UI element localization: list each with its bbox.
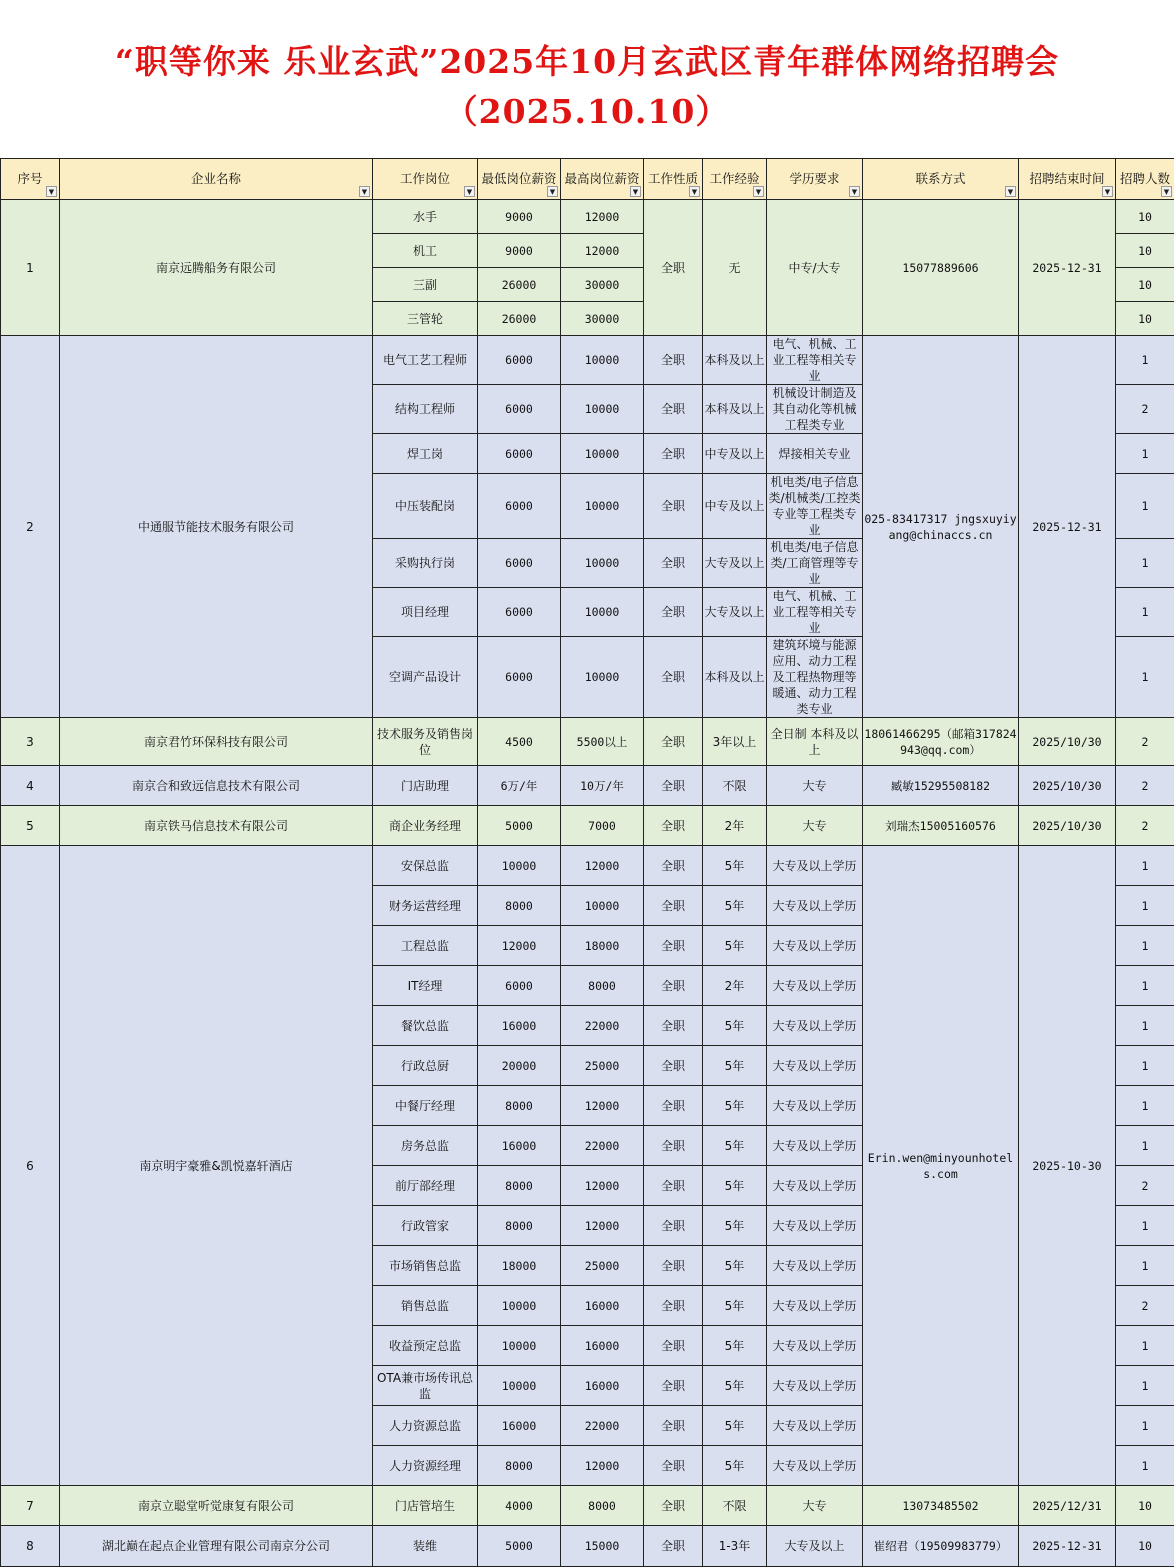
dropdown-filter-icon[interactable]: ▼ xyxy=(359,186,370,197)
header-no[interactable]: 序号 ▼ xyxy=(1,159,60,200)
table-row xyxy=(1,1486,1174,1526)
cell-end-date: 2025-12-31 xyxy=(1019,336,1116,718)
cell-no: 7 xyxy=(1,1486,60,1526)
cell-experience: 5年 xyxy=(703,1086,767,1126)
title-area xyxy=(0,0,1174,158)
cell-max-salary: 10000 xyxy=(561,336,644,385)
cell-min-salary: 16000 xyxy=(478,1406,561,1446)
cell-job: 电气工艺工程师 xyxy=(373,336,478,385)
cell-experience: 5年 xyxy=(703,1006,767,1046)
cell-experience: 5年 xyxy=(703,1126,767,1166)
cell-experience: 本科及以上 xyxy=(703,637,767,718)
cell-experience: 5年 xyxy=(703,846,767,886)
cell-nature: 全职 xyxy=(644,385,703,434)
cell-experience: 5年 xyxy=(703,1326,767,1366)
cell-headcount: 1 xyxy=(1116,637,1174,718)
cell-nature: 全职 xyxy=(644,1286,703,1326)
cell-nature: 全职 xyxy=(644,1406,703,1446)
cell-experience: 不限 xyxy=(703,1486,767,1526)
cell-company: 南京合和致远信息技术有限公司 xyxy=(60,766,373,806)
cell-nature: 全职 xyxy=(644,434,703,474)
cell-max-salary: 10000 xyxy=(561,637,644,718)
cell-min-salary: 8000 xyxy=(478,1206,561,1246)
cell-headcount: 2 xyxy=(1116,1166,1174,1206)
cell-min-salary: 8000 xyxy=(478,1446,561,1486)
cell-max-salary: 25000 xyxy=(561,1246,644,1286)
cell-end-date: 2025-12-31 xyxy=(1019,200,1116,336)
cell-min-salary: 5000 xyxy=(478,1526,561,1567)
cell-education: 焊接相关专业 xyxy=(767,434,863,474)
cell-education: 大专及以上学历 xyxy=(767,1086,863,1126)
cell-job: 商企业务经理 xyxy=(373,806,478,846)
dropdown-filter-icon[interactable]: ▼ xyxy=(464,186,475,197)
cell-education: 电气、机械、工业工程等相关专业 xyxy=(767,588,863,637)
cell-job: 技术服务及销售岗位 xyxy=(373,718,478,766)
cell-headcount: 1 xyxy=(1116,966,1174,1006)
cell-experience: 5年 xyxy=(703,1406,767,1446)
cell-max-salary: 12000 xyxy=(561,1446,644,1486)
cell-experience: 本科及以上 xyxy=(703,336,767,385)
cell-job: 空调产品设计 xyxy=(373,637,478,718)
header-nature[interactable]: 工作性质 ▼ xyxy=(644,159,703,200)
cell-nature: 全职 xyxy=(644,1006,703,1046)
cell-experience: 无 xyxy=(703,200,767,336)
cell-headcount: 1 xyxy=(1116,1406,1174,1446)
cell-max-salary: 22000 xyxy=(561,1006,644,1046)
recruitment-table xyxy=(0,158,1174,1567)
cell-min-salary: 6000 xyxy=(478,434,561,474)
header-row xyxy=(1,159,1174,200)
cell-max-salary: 12000 xyxy=(561,1086,644,1126)
cell-max-salary: 16000 xyxy=(561,1286,644,1326)
cell-min-salary: 6000 xyxy=(478,385,561,434)
cell-job: 收益预定总监 xyxy=(373,1326,478,1366)
cell-company: 南京铁马信息技术有限公司 xyxy=(60,806,373,846)
cell-headcount: 1 xyxy=(1116,886,1174,926)
cell-education: 大专及以上学历 xyxy=(767,1046,863,1086)
cell-nature: 全职 xyxy=(644,886,703,926)
cell-nature: 全职 xyxy=(644,926,703,966)
cell-education: 机电类/电子信息类/工商管理等专业 xyxy=(767,539,863,588)
cell-experience: 5年 xyxy=(703,886,767,926)
cell-min-salary: 20000 xyxy=(478,1046,561,1086)
cell-job: 财务运营经理 xyxy=(373,886,478,926)
cell-headcount: 1 xyxy=(1116,474,1174,539)
dropdown-filter-icon[interactable]: ▼ xyxy=(1161,186,1172,197)
cell-headcount: 2 xyxy=(1116,1286,1174,1326)
cell-job: 中压装配岗 xyxy=(373,474,478,539)
cell-company: 南京远腾船务有限公司 xyxy=(60,200,373,336)
cell-headcount: 1 xyxy=(1116,1126,1174,1166)
cell-experience: 2年 xyxy=(703,966,767,1006)
cell-job: 门店助理 xyxy=(373,766,478,806)
cell-job: 装维 xyxy=(373,1526,478,1567)
cell-education: 大专及以上 xyxy=(767,1526,863,1567)
table-body xyxy=(1,200,1174,1567)
cell-max-salary: 10000 xyxy=(561,588,644,637)
table-row xyxy=(1,1526,1174,1567)
header-headcount[interactable]: 招聘人数 ▼ xyxy=(1116,159,1174,200)
cell-job: 餐饮总监 xyxy=(373,1006,478,1046)
page-title: “职等你来 乐业玄武”2025年10月玄武区青年群体网络招聘会 xyxy=(0,36,1174,83)
cell-headcount: 10 xyxy=(1116,200,1174,234)
table-row xyxy=(1,336,1174,385)
cell-min-salary: 16000 xyxy=(478,1006,561,1046)
cell-min-salary: 6000 xyxy=(478,539,561,588)
cell-headcount: 1 xyxy=(1116,588,1174,637)
cell-min-salary: 6万/年 xyxy=(478,766,561,806)
cell-min-salary: 8000 xyxy=(478,1166,561,1206)
cell-education: 大专及以上学历 xyxy=(767,1246,863,1286)
cell-min-salary: 8000 xyxy=(478,1086,561,1126)
cell-experience: 5年 xyxy=(703,1046,767,1086)
cell-headcount: 1 xyxy=(1116,1246,1174,1286)
cell-experience: 本科及以上 xyxy=(703,385,767,434)
header-contact[interactable]: 联系方式 ▼ xyxy=(863,159,1019,200)
cell-headcount: 10 xyxy=(1116,1526,1174,1567)
cell-job: 房务总监 xyxy=(373,1126,478,1166)
cell-nature: 全职 xyxy=(644,1166,703,1206)
dropdown-filter-icon[interactable]: ▼ xyxy=(689,186,700,197)
cell-headcount: 1 xyxy=(1116,434,1174,474)
cell-job: 三副 xyxy=(373,268,478,302)
cell-nature: 全职 xyxy=(644,1366,703,1406)
dropdown-filter-icon[interactable]: ▼ xyxy=(849,186,860,197)
cell-nature: 全职 xyxy=(644,1126,703,1166)
cell-max-salary: 18000 xyxy=(561,926,644,966)
cell-min-salary: 9000 xyxy=(478,200,561,234)
cell-job: 人力资源经理 xyxy=(373,1446,478,1486)
cell-end-date: 2025-10-30 xyxy=(1019,846,1116,1486)
cell-contact: 18061466295（邮箱317824943@qq.com） xyxy=(863,718,1019,766)
cell-contact: Erin.wen@minyounhotels.com xyxy=(863,846,1019,1486)
cell-education: 大专及以上学历 xyxy=(767,1446,863,1486)
cell-company: 南京君竹环保科技有限公司 xyxy=(60,718,373,766)
cell-min-salary: 12000 xyxy=(478,926,561,966)
cell-experience: 5年 xyxy=(703,1206,767,1246)
cell-education: 电气、机械、工业工程等相关专业 xyxy=(767,336,863,385)
cell-headcount: 1 xyxy=(1116,1046,1174,1086)
cell-min-salary: 4000 xyxy=(478,1486,561,1526)
cell-nature: 全职 xyxy=(644,1246,703,1286)
cell-headcount: 1 xyxy=(1116,1206,1174,1246)
cell-education: 机械设计制造及其自动化等机械工程类专业 xyxy=(767,385,863,434)
cell-end-date: 2025-12-31 xyxy=(1019,1526,1116,1567)
cell-max-salary: 10000 xyxy=(561,434,644,474)
cell-experience: 中专及以上 xyxy=(703,474,767,539)
cell-education: 大专及以上学历 xyxy=(767,926,863,966)
cell-education: 大专及以上学历 xyxy=(767,846,863,886)
cell-headcount: 2 xyxy=(1116,718,1174,766)
cell-contact: 15077889606 xyxy=(863,200,1019,336)
cell-max-salary: 15000 xyxy=(561,1526,644,1567)
header-education[interactable]: 学历要求 ▼ xyxy=(767,159,863,200)
cell-education: 大专及以上学历 xyxy=(767,1366,863,1406)
header-job[interactable]: 工作岗位 ▼ xyxy=(373,159,478,200)
cell-job: 焊工岗 xyxy=(373,434,478,474)
cell-max-salary: 12000 xyxy=(561,234,644,268)
cell-end-date: 2025/12/31 xyxy=(1019,1486,1116,1526)
cell-headcount: 2 xyxy=(1116,385,1174,434)
cell-no: 1 xyxy=(1,200,60,336)
cell-headcount: 1 xyxy=(1116,1326,1174,1366)
dropdown-filter-icon[interactable]: ▼ xyxy=(630,186,641,197)
cell-job: 结构工程师 xyxy=(373,385,478,434)
cell-headcount: 10 xyxy=(1116,268,1174,302)
cell-job: 门店管培生 xyxy=(373,1486,478,1526)
cell-max-salary: 25000 xyxy=(561,1046,644,1086)
cell-education: 大专及以上学历 xyxy=(767,966,863,1006)
cell-experience: 大专及以上 xyxy=(703,588,767,637)
cell-education: 大专及以上学历 xyxy=(767,1206,863,1246)
cell-company: 南京立聪堂听觉康复有限公司 xyxy=(60,1486,373,1526)
header-end-date[interactable]: 招聘结束时间 ▼ xyxy=(1019,159,1116,200)
cell-job: 行政管家 xyxy=(373,1206,478,1246)
cell-max-salary: 10万/年 xyxy=(561,766,644,806)
cell-experience: 1-3年 xyxy=(703,1526,767,1567)
cell-min-salary: 6000 xyxy=(478,336,561,385)
cell-experience: 2年 xyxy=(703,806,767,846)
cell-max-salary: 10000 xyxy=(561,886,644,926)
cell-max-salary: 16000 xyxy=(561,1366,644,1406)
cell-company: 中通服节能技术服务有限公司 xyxy=(60,336,373,718)
page-date: （2025.10.10） xyxy=(0,86,1174,133)
cell-nature: 全职 xyxy=(644,1086,703,1126)
table-row xyxy=(1,766,1174,806)
cell-contact: 025-83417317 jngsxuyiyang@chinaccs.cn xyxy=(863,336,1019,718)
cell-headcount: 1 xyxy=(1116,336,1174,385)
cell-max-salary: 8000 xyxy=(561,966,644,1006)
cell-nature: 全职 xyxy=(644,588,703,637)
cell-job: 水手 xyxy=(373,200,478,234)
cell-experience: 5年 xyxy=(703,1446,767,1486)
cell-experience: 5年 xyxy=(703,1286,767,1326)
table-row xyxy=(1,846,1174,886)
table-row xyxy=(1,718,1174,766)
cell-headcount: 2 xyxy=(1116,766,1174,806)
cell-job: 工程总监 xyxy=(373,926,478,966)
cell-nature: 全职 xyxy=(644,806,703,846)
header-max-salary[interactable]: 最高岗位薪资 ▼ xyxy=(561,159,644,200)
cell-max-salary: 10000 xyxy=(561,474,644,539)
cell-contact: 13073485502 xyxy=(863,1486,1019,1526)
cell-job: 三管轮 xyxy=(373,302,478,336)
cell-nature: 全职 xyxy=(644,637,703,718)
cell-max-salary: 30000 xyxy=(561,302,644,336)
cell-min-salary: 10000 xyxy=(478,1286,561,1326)
cell-company: 湖北巅在起点企业管理有限公司南京分公司 xyxy=(60,1526,373,1567)
cell-no: 5 xyxy=(1,806,60,846)
cell-min-salary: 9000 xyxy=(478,234,561,268)
cell-headcount: 10 xyxy=(1116,1486,1174,1526)
cell-job: IT经理 xyxy=(373,966,478,1006)
cell-min-salary: 4500 xyxy=(478,718,561,766)
cell-job: OTA兼市场传讯总监 xyxy=(373,1366,478,1406)
cell-headcount: 1 xyxy=(1116,1446,1174,1486)
cell-nature: 全职 xyxy=(644,966,703,1006)
cell-headcount: 2 xyxy=(1116,806,1174,846)
cell-education: 大专及以上学历 xyxy=(767,1126,863,1166)
cell-no: 2 xyxy=(1,336,60,718)
cell-headcount: 1 xyxy=(1116,846,1174,886)
cell-job: 前厅部经理 xyxy=(373,1166,478,1206)
cell-education: 中专/大专 xyxy=(767,200,863,336)
header-company[interactable]: 企业名称 ▼ xyxy=(60,159,373,200)
cell-headcount: 1 xyxy=(1116,1086,1174,1126)
dropdown-filter-icon[interactable]: ▼ xyxy=(1102,186,1113,197)
cell-max-salary: 8000 xyxy=(561,1486,644,1526)
cell-max-salary: 30000 xyxy=(561,268,644,302)
cell-max-salary: 12000 xyxy=(561,200,644,234)
cell-min-salary: 8000 xyxy=(478,886,561,926)
cell-nature: 全职 xyxy=(644,1486,703,1526)
cell-education: 大专及以上学历 xyxy=(767,1286,863,1326)
cell-experience: 不限 xyxy=(703,766,767,806)
cell-max-salary: 12000 xyxy=(561,1166,644,1206)
cell-contact: 崔绍君（19509983779） xyxy=(863,1526,1019,1567)
cell-education: 大专及以上学历 xyxy=(767,1166,863,1206)
cell-nature: 全职 xyxy=(644,846,703,886)
cell-min-salary: 5000 xyxy=(478,806,561,846)
cell-min-salary: 10000 xyxy=(478,846,561,886)
cell-nature: 全职 xyxy=(644,336,703,385)
cell-education: 大专 xyxy=(767,806,863,846)
cell-headcount: 10 xyxy=(1116,302,1174,336)
cell-job: 销售总监 xyxy=(373,1286,478,1326)
header-experience[interactable]: 工作经验 ▼ xyxy=(703,159,767,200)
cell-contact: 臧敏15295508182 xyxy=(863,766,1019,806)
cell-nature: 全职 xyxy=(644,1446,703,1486)
cell-no: 3 xyxy=(1,718,60,766)
dropdown-filter-icon[interactable]: ▼ xyxy=(1005,186,1016,197)
cell-nature: 全职 xyxy=(644,1046,703,1086)
cell-job: 项目经理 xyxy=(373,588,478,637)
cell-job: 中餐厅经理 xyxy=(373,1086,478,1126)
dropdown-filter-icon[interactable]: ▼ xyxy=(547,186,558,197)
cell-company: 南京明宇豪雅&凯悦嘉轩酒店 xyxy=(60,846,373,1486)
cell-experience: 5年 xyxy=(703,1366,767,1406)
cell-max-salary: 10000 xyxy=(561,385,644,434)
cell-max-salary: 22000 xyxy=(561,1406,644,1446)
cell-end-date: 2025/10/30 xyxy=(1019,766,1116,806)
table-row xyxy=(1,200,1174,234)
cell-experience: 5年 xyxy=(703,1246,767,1286)
cell-min-salary: 26000 xyxy=(478,302,561,336)
cell-max-salary: 7000 xyxy=(561,806,644,846)
cell-min-salary: 6000 xyxy=(478,637,561,718)
cell-education: 大专 xyxy=(767,766,863,806)
cell-job: 安保总监 xyxy=(373,846,478,886)
cell-headcount: 1 xyxy=(1116,1006,1174,1046)
cell-min-salary: 10000 xyxy=(478,1326,561,1366)
cell-min-salary: 16000 xyxy=(478,1126,561,1166)
cell-education: 大专及以上学历 xyxy=(767,886,863,926)
cell-education: 全日制 本科及以上 xyxy=(767,718,863,766)
cell-job: 采购执行岗 xyxy=(373,539,478,588)
cell-min-salary: 18000 xyxy=(478,1246,561,1286)
cell-education: 大专 xyxy=(767,1486,863,1526)
cell-education: 大专及以上学历 xyxy=(767,1006,863,1046)
cell-max-salary: 5500以上 xyxy=(561,718,644,766)
cell-contact: 刘瑞杰15005160576 xyxy=(863,806,1019,846)
cell-experience: 5年 xyxy=(703,1166,767,1206)
cell-no: 6 xyxy=(1,846,60,1486)
table-row xyxy=(1,806,1174,846)
cell-end-date: 2025/10/30 xyxy=(1019,806,1116,846)
cell-job: 人力资源总监 xyxy=(373,1406,478,1446)
cell-max-salary: 22000 xyxy=(561,1126,644,1166)
cell-headcount: 10 xyxy=(1116,234,1174,268)
cell-experience: 中专及以上 xyxy=(703,434,767,474)
cell-job: 行政总厨 xyxy=(373,1046,478,1086)
cell-education: 大专及以上学历 xyxy=(767,1406,863,1446)
cell-max-salary: 16000 xyxy=(561,1326,644,1366)
cell-experience: 5年 xyxy=(703,926,767,966)
cell-experience: 3年以上 xyxy=(703,718,767,766)
cell-nature: 全职 xyxy=(644,474,703,539)
cell-nature: 全职 xyxy=(644,539,703,588)
cell-nature: 全职 xyxy=(644,766,703,806)
cell-min-salary: 26000 xyxy=(478,268,561,302)
header-min-salary[interactable]: 最低岗位薪资 ▼ xyxy=(478,159,561,200)
cell-nature: 全职 xyxy=(644,1326,703,1366)
cell-min-salary: 6000 xyxy=(478,474,561,539)
cell-nature: 全职 xyxy=(644,1206,703,1246)
cell-max-salary: 12000 xyxy=(561,846,644,886)
dropdown-filter-icon[interactable]: ▼ xyxy=(753,186,764,197)
cell-nature: 全职 xyxy=(644,200,703,336)
cell-nature: 全职 xyxy=(644,1526,703,1567)
cell-experience: 大专及以上 xyxy=(703,539,767,588)
cell-education: 机电类/电子信息类/机械类/工控类专业等工程类专业 xyxy=(767,474,863,539)
cell-education: 建筑环境与能源应用、动力工程及工程热物理等暖通、动力工程类专业 xyxy=(767,637,863,718)
cell-education: 大专及以上学历 xyxy=(767,1326,863,1366)
cell-headcount: 1 xyxy=(1116,926,1174,966)
cell-headcount: 1 xyxy=(1116,539,1174,588)
cell-no: 8 xyxy=(1,1526,60,1567)
cell-min-salary: 6000 xyxy=(478,966,561,1006)
cell-nature: 全职 xyxy=(644,718,703,766)
cell-headcount: 1 xyxy=(1116,1366,1174,1406)
cell-min-salary: 10000 xyxy=(478,1366,561,1406)
cell-end-date: 2025/10/30 xyxy=(1019,718,1116,766)
cell-max-salary: 10000 xyxy=(561,539,644,588)
cell-no: 4 xyxy=(1,766,60,806)
dropdown-filter-icon[interactable]: ▼ xyxy=(46,186,57,197)
cell-job: 市场销售总监 xyxy=(373,1246,478,1286)
cell-job: 机工 xyxy=(373,234,478,268)
cell-min-salary: 6000 xyxy=(478,588,561,637)
cell-max-salary: 12000 xyxy=(561,1206,644,1246)
